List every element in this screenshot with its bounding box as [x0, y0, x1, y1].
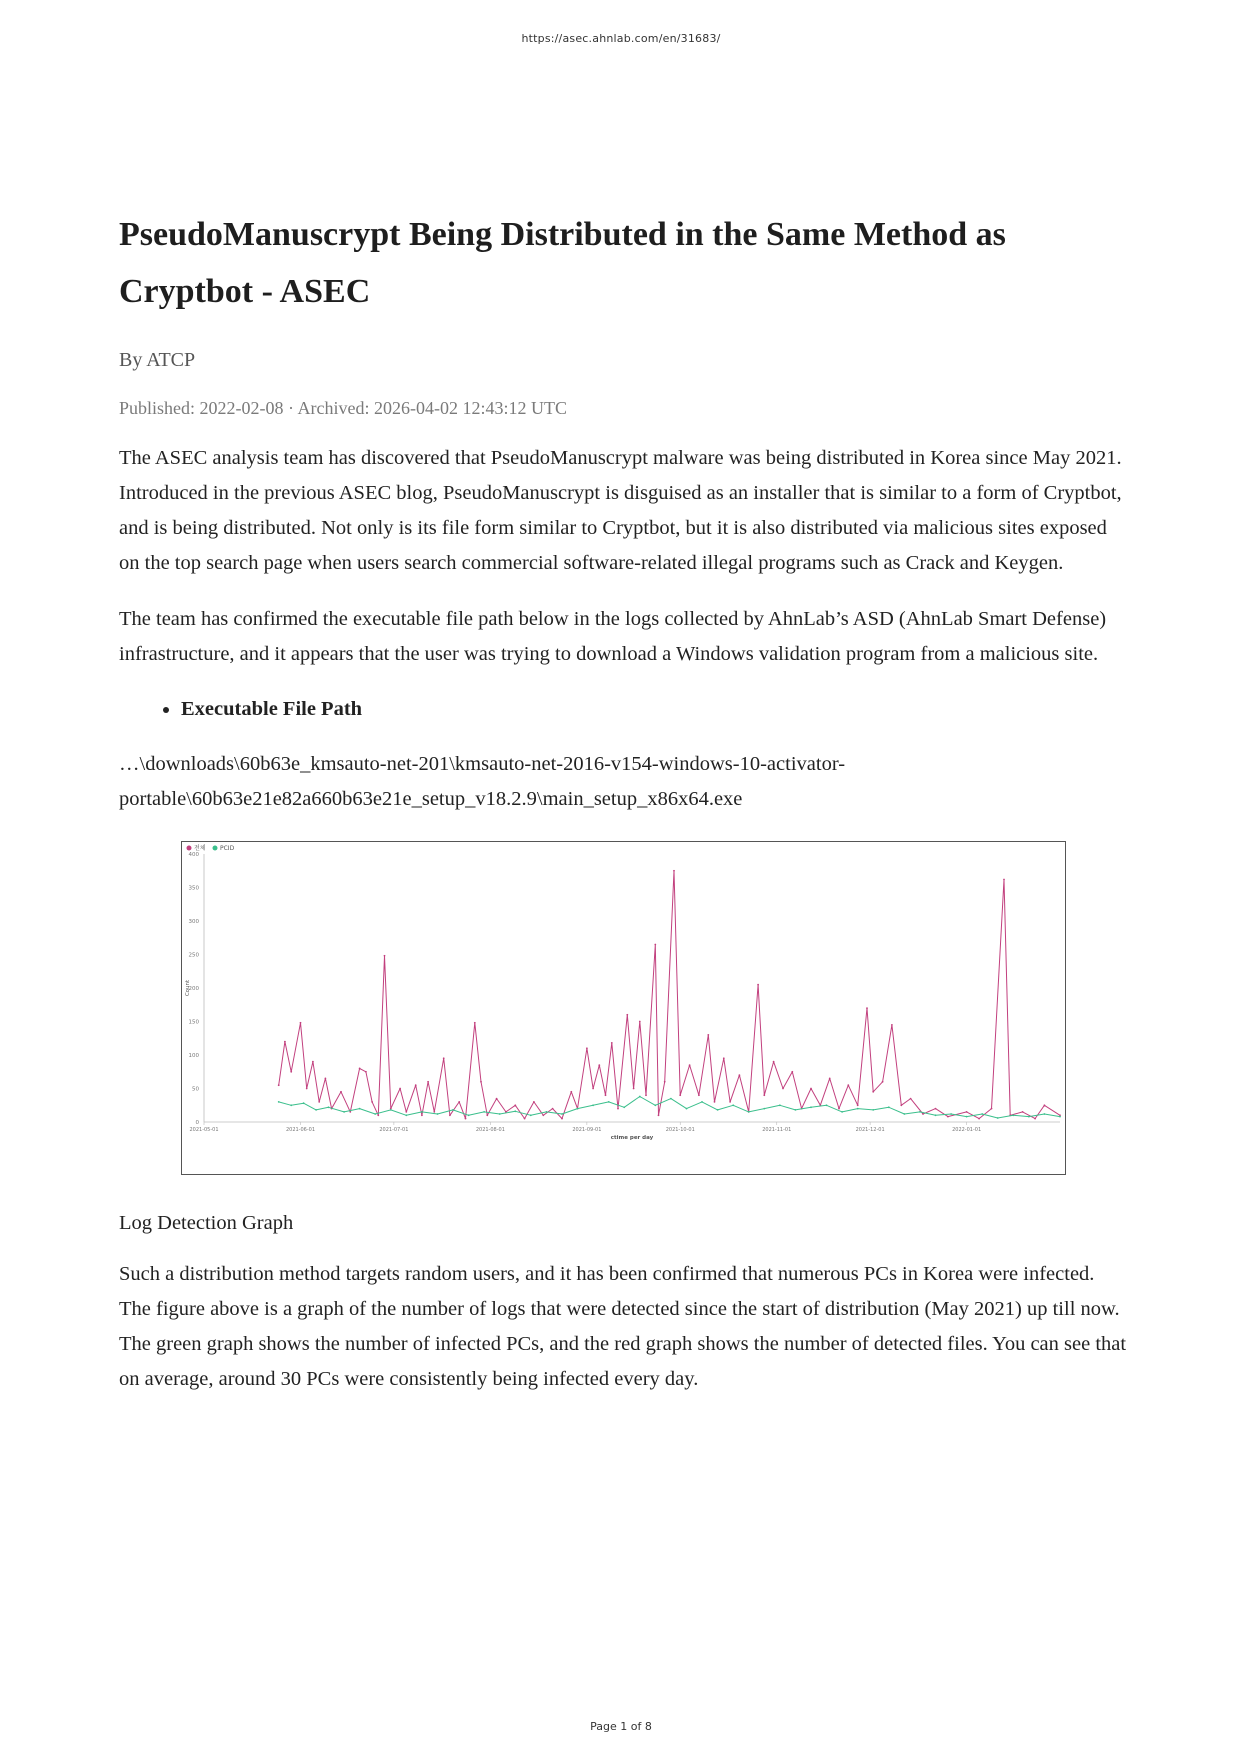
data-point	[586, 1047, 588, 1049]
data-point	[365, 1071, 367, 1073]
data-point	[779, 1104, 781, 1106]
data-point	[689, 1064, 691, 1066]
data-point	[483, 1111, 485, 1113]
data-point	[374, 1113, 376, 1115]
x-tick-label: 2021-12-01	[855, 1127, 885, 1133]
data-point	[474, 1022, 476, 1024]
data-point	[318, 1101, 320, 1103]
data-point	[729, 1101, 731, 1103]
data-point	[658, 1114, 660, 1116]
data-point	[399, 1088, 401, 1090]
paragraph-intro: The ASEC analysis team has discovered that PseudoManuscrypt malware was being distributed in Korea since May 2021. Introduced in the previous ASEC blog, PseudoManuscrypt is disguised as an installer that is similar to a form of Cryptbot, and is being distributed. Not only is its file form similar to Cryptbot, but it is also distributed via malicious sites exposed on the top search page when users search commercial software-related illegal programs such as Crack and Keygen.	[119, 447, 1122, 574]
data-point	[340, 1091, 342, 1093]
y-axis-label: Count	[185, 979, 191, 997]
data-point	[639, 1096, 641, 1098]
page-url: https://asec.ahnlab.com/en/31683/	[521, 32, 721, 45]
data-point	[449, 1114, 451, 1116]
data-point	[997, 1117, 999, 1119]
data-point	[496, 1098, 498, 1100]
article-byline: By ATCP	[119, 349, 196, 371]
data-point	[480, 1081, 482, 1083]
data-point	[919, 1111, 921, 1113]
data-point	[707, 1034, 709, 1036]
y-tick-label: 300	[188, 919, 199, 925]
data-point	[838, 1108, 840, 1110]
y-tick-label: 100	[188, 1053, 199, 1059]
data-point	[371, 1101, 373, 1103]
data-point	[810, 1106, 812, 1108]
data-point	[278, 1084, 280, 1086]
x-tick-label: 2021-11-01	[762, 1127, 792, 1133]
data-point	[546, 1111, 548, 1113]
data-point	[290, 1071, 292, 1073]
data-point	[882, 1081, 884, 1083]
legend-marker	[213, 846, 218, 851]
data-point	[782, 1088, 784, 1090]
data-point	[405, 1111, 407, 1113]
data-point	[686, 1108, 688, 1110]
data-point	[303, 1102, 305, 1104]
data-point	[592, 1088, 594, 1090]
data-point	[1034, 1118, 1036, 1120]
data-point	[598, 1064, 600, 1066]
y-tick-label: 150	[188, 1019, 199, 1026]
data-point	[552, 1108, 554, 1110]
data-point	[306, 1088, 308, 1090]
data-point	[524, 1118, 526, 1120]
data-point	[390, 1109, 392, 1111]
data-point	[739, 1074, 741, 1076]
data-point	[698, 1094, 700, 1096]
data-point	[605, 1094, 607, 1096]
log-detection-chart	[181, 841, 1066, 1175]
data-point	[1003, 879, 1005, 881]
data-point	[900, 1104, 902, 1106]
data-point	[978, 1118, 980, 1120]
data-point	[415, 1084, 417, 1086]
y-tick-label: 50	[192, 1086, 199, 1093]
data-point	[433, 1111, 435, 1113]
data-point	[654, 944, 656, 946]
x-tick-label: 2021-10-01	[665, 1127, 695, 1133]
data-point	[763, 1094, 765, 1096]
data-point	[577, 1108, 579, 1110]
x-tick-label: 2021-07-01	[379, 1127, 409, 1133]
data-point	[679, 1094, 681, 1096]
data-point	[514, 1110, 516, 1112]
data-point	[499, 1113, 501, 1115]
y-tick-label: 350	[188, 885, 199, 892]
data-point	[857, 1108, 859, 1110]
data-point	[312, 1061, 314, 1063]
chart-svg	[182, 842, 1065, 1174]
page-number: Page 1 of 8	[590, 1720, 652, 1733]
data-point	[325, 1078, 327, 1080]
data-point	[826, 1104, 828, 1106]
data-point	[421, 1114, 423, 1116]
data-point	[1028, 1116, 1030, 1118]
data-point	[542, 1114, 544, 1116]
data-point	[857, 1104, 859, 1106]
data-point	[757, 984, 759, 986]
data-point	[284, 1041, 286, 1043]
data-point	[866, 1007, 868, 1009]
legend-label: PCID	[220, 845, 235, 852]
data-point	[922, 1113, 924, 1115]
x-tick-label: 2021-08-01	[475, 1127, 505, 1133]
data-point	[950, 1113, 952, 1115]
data-point	[421, 1111, 423, 1113]
data-point	[904, 1113, 906, 1115]
data-point	[991, 1108, 993, 1110]
data-point	[486, 1114, 488, 1116]
data-point	[872, 1091, 874, 1093]
data-point	[561, 1113, 563, 1115]
paragraph-asd: The team has confirmed the executable file path below in the logs collected by AhnLab’s ASD (AhnLab Smart Defense) infrastructure, and it appears that the user was trying to download a Windows validation program from a malicious site.	[119, 608, 1107, 665]
data-point	[981, 1113, 983, 1115]
data-point	[1044, 1104, 1046, 1106]
data-point	[841, 1111, 843, 1113]
data-point	[810, 1088, 812, 1090]
data-point	[670, 1098, 672, 1100]
data-point	[290, 1104, 292, 1106]
data-point	[910, 1098, 912, 1100]
data-point	[1059, 1116, 1061, 1118]
data-point	[437, 1113, 439, 1115]
y-tick-label: 0	[195, 1120, 199, 1126]
data-point	[343, 1111, 345, 1113]
data-point	[1044, 1113, 1046, 1115]
data-point	[723, 1057, 725, 1059]
x-tick-label: 2021-05-01	[189, 1127, 219, 1133]
data-point	[427, 1081, 429, 1083]
data-point	[645, 1094, 647, 1096]
series-line-total	[279, 871, 1060, 1119]
data-point	[530, 1114, 532, 1116]
data-point	[533, 1101, 535, 1103]
figure-caption: Log Detection Graph	[119, 1212, 294, 1234]
data-point	[278, 1101, 280, 1103]
data-point	[947, 1116, 949, 1118]
y-tick-label: 200	[188, 986, 199, 992]
x-axis-label: ctime per day	[610, 1135, 654, 1141]
data-point	[717, 1109, 719, 1111]
legend-label: 전체	[194, 845, 206, 852]
data-point	[300, 1022, 302, 1024]
data-point	[714, 1101, 716, 1103]
file-path: …\downloads\60b63e_kmsauto-net-201\kmsauto-net-2016-v154-windows-10-activator-portable\60b63e21e82a660b63e21e_setup_v18.2.9\main_setup_x86x64.exe	[119, 753, 846, 810]
legend-marker	[187, 846, 192, 851]
y-tick-label: 400	[188, 852, 199, 858]
data-point	[349, 1111, 351, 1113]
data-point	[359, 1108, 361, 1110]
data-point	[639, 1021, 641, 1023]
data-point	[654, 1104, 656, 1106]
data-point	[611, 1042, 613, 1044]
data-point	[315, 1109, 317, 1111]
data-point	[795, 1109, 797, 1111]
bullet-list	[119, 692, 1129, 727]
data-point	[592, 1104, 594, 1106]
x-tick-label: 2021-06-01	[285, 1127, 316, 1133]
data-point	[608, 1101, 610, 1103]
y-tick-label: 250	[188, 952, 199, 959]
data-point	[673, 870, 675, 872]
data-point	[328, 1106, 330, 1108]
publish-info: Published: 2022-02-08 · Archived: 2026-04-02 12:43:12 UTC	[119, 398, 567, 418]
data-point	[561, 1118, 563, 1120]
data-point	[888, 1106, 890, 1108]
data-point	[763, 1108, 765, 1110]
data-point	[468, 1114, 470, 1116]
data-point	[829, 1078, 831, 1080]
data-point	[748, 1111, 750, 1113]
article	[119, 206, 1129, 1397]
data-point	[626, 1014, 628, 1016]
data-point	[891, 1024, 893, 1026]
data-point	[384, 955, 386, 957]
data-point	[443, 1057, 445, 1059]
data-point	[458, 1101, 460, 1103]
data-point	[405, 1114, 407, 1116]
data-point	[664, 1081, 666, 1083]
data-point	[1022, 1111, 1024, 1113]
data-point	[452, 1109, 454, 1111]
data-point	[872, 1109, 874, 1111]
data-point	[617, 1108, 619, 1110]
bullet-executable-file-path: • Executable File Path	[181, 692, 1129, 727]
data-point	[623, 1106, 625, 1108]
series-line-pcid	[279, 1097, 1060, 1119]
data-point	[791, 1071, 793, 1073]
data-point	[377, 1114, 379, 1116]
data-point	[773, 1061, 775, 1063]
data-point	[935, 1114, 937, 1116]
data-point	[465, 1118, 467, 1120]
article-title: PseudoManuscrypt Being Distributed in the Same Method as Cryptbot - ASEC	[119, 216, 1006, 310]
data-point	[359, 1068, 361, 1070]
paragraph-analysis: Such a distribution method targets random users, and it has been confirmed that numerous PCs in Korea were infected. The figure above is a graph of the number of logs that were detected since the start of distribution (May 2021) up till now. The green graph shows the number of infected PCs, and the red graph shows the number of detected files. You can see that on average, around 30 PCs were consistently being infected every day.	[119, 1263, 1127, 1390]
x-tick-label: 2022-01-01	[952, 1127, 982, 1133]
data-point	[966, 1116, 968, 1118]
data-point	[732, 1104, 734, 1106]
data-point	[514, 1104, 516, 1106]
data-point	[1012, 1114, 1014, 1116]
data-point	[935, 1108, 937, 1110]
data-point	[633, 1088, 635, 1090]
data-point	[966, 1111, 968, 1113]
x-tick-label: 2021-09-01	[572, 1127, 602, 1133]
data-point	[570, 1091, 572, 1093]
data-point	[701, 1101, 703, 1103]
data-point	[847, 1084, 849, 1086]
